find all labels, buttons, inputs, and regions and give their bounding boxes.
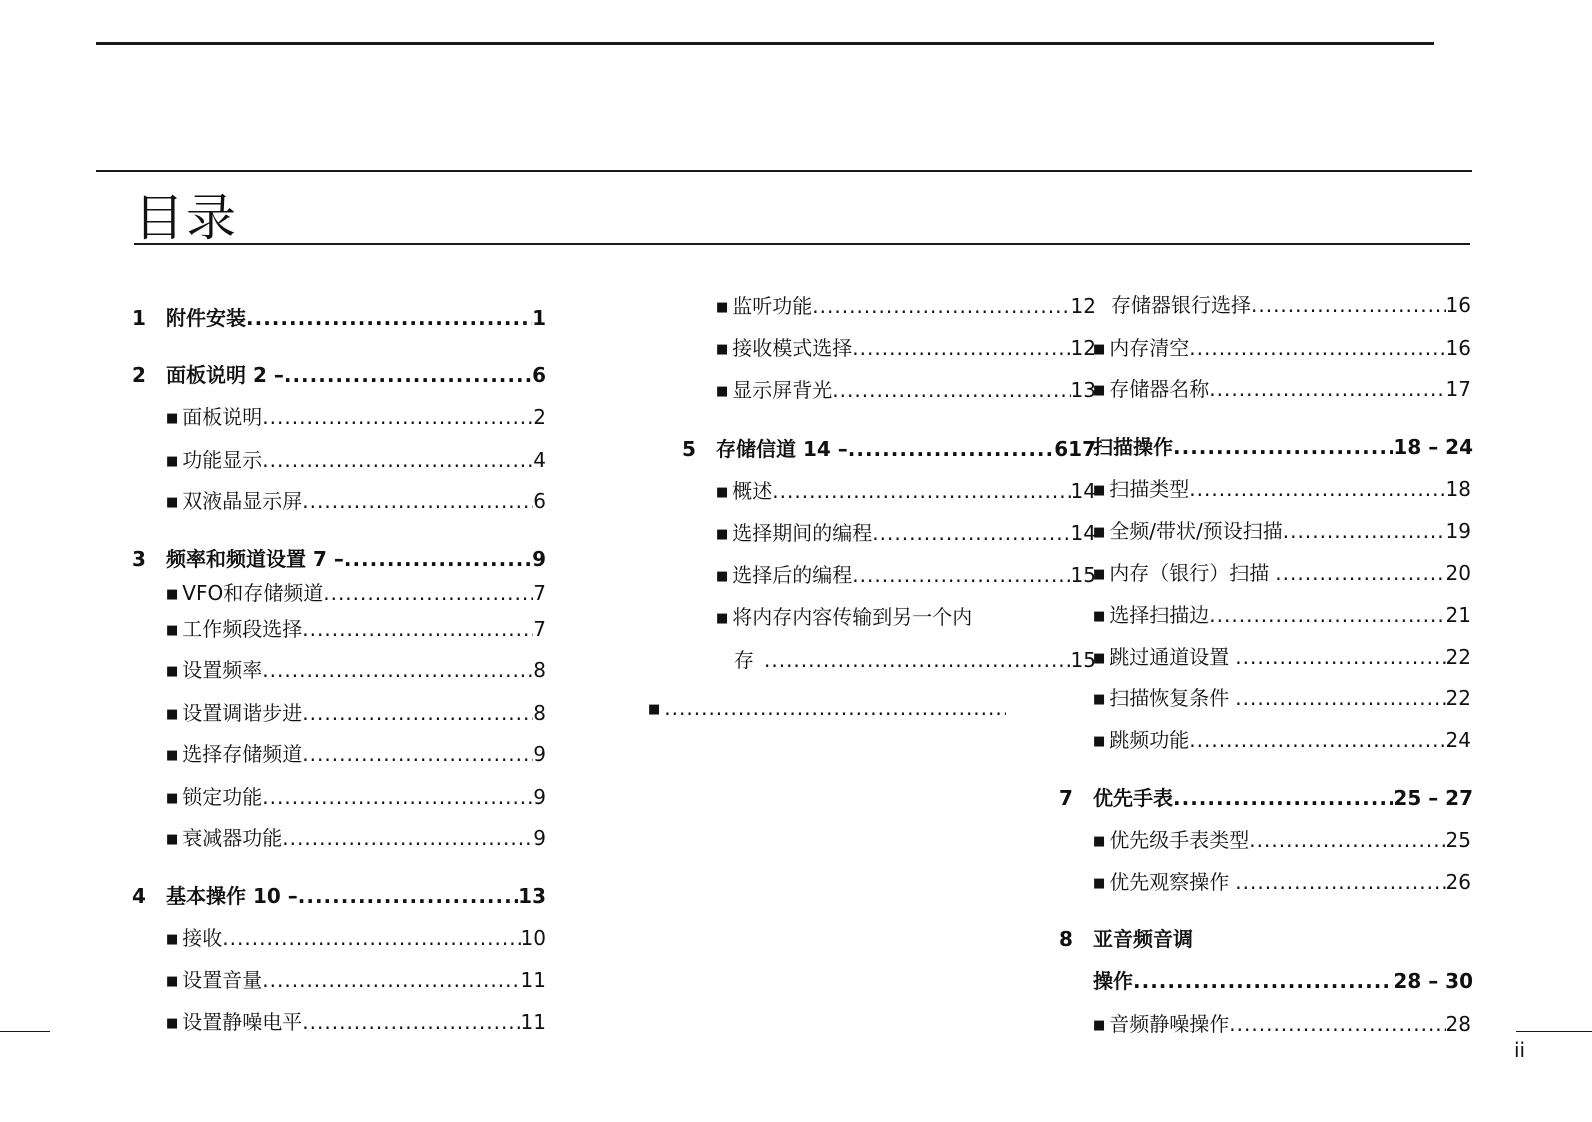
section-title: 优先手表 bbox=[1093, 786, 1173, 810]
toc-item[interactable] bbox=[166, 966, 546, 994]
bullet-icon: ■ bbox=[1093, 734, 1106, 749]
page-ref: 25 bbox=[1445, 828, 1471, 852]
toc-item[interactable] bbox=[166, 403, 546, 431]
item-title: 存 bbox=[734, 648, 754, 672]
item-title: 全频/带状/预设扫描 bbox=[1109, 519, 1283, 543]
toc-section-8-continuation[interactable] bbox=[1093, 967, 1473, 995]
leader-dots bbox=[323, 579, 533, 607]
toc-item-continuation[interactable] bbox=[716, 646, 1096, 674]
leader-dots bbox=[1229, 868, 1445, 896]
item-title: 显示屏背光 bbox=[732, 378, 833, 402]
bullet-icon: ■ bbox=[166, 623, 179, 638]
section-number: 4 bbox=[132, 884, 146, 908]
bullet-icon: ■ bbox=[1093, 609, 1106, 624]
item-title: 设置频率 bbox=[182, 658, 263, 682]
leader-dots bbox=[852, 561, 1070, 589]
bullet-icon: ■ bbox=[1093, 525, 1106, 540]
leader-dots bbox=[302, 487, 533, 515]
leader-dots bbox=[1133, 967, 1393, 995]
item-title: 内存（银行）扫描 bbox=[1109, 561, 1270, 585]
section-title: 面板说明 2 – bbox=[166, 363, 284, 387]
toc-section-2[interactable] bbox=[132, 361, 546, 389]
bullet-icon: ■ bbox=[1093, 834, 1106, 849]
toc-item[interactable] bbox=[1093, 1010, 1471, 1038]
leader-dots bbox=[302, 740, 533, 768]
bullet-icon: ■ bbox=[166, 1016, 179, 1031]
bullet-icon: ■ bbox=[166, 454, 179, 469]
toc-section-8[interactable] bbox=[1059, 925, 1473, 953]
bullet-icon: ■ bbox=[716, 569, 729, 584]
bullet-icon: ■ bbox=[716, 300, 729, 315]
leader-dots bbox=[1229, 643, 1445, 671]
toc-item[interactable] bbox=[1111, 291, 1471, 319]
leader-dots bbox=[302, 615, 533, 643]
bullet-icon: ■ bbox=[166, 832, 179, 847]
bullet-icon: ■ bbox=[166, 791, 179, 806]
page-ref: 21 bbox=[1445, 603, 1471, 627]
page-ref: 10 bbox=[520, 926, 546, 950]
toc-section-3[interactable] bbox=[132, 545, 546, 573]
bullet-icon: ■ bbox=[1093, 483, 1106, 498]
page-ref: 16 bbox=[1445, 336, 1471, 360]
leader-dots bbox=[1209, 375, 1445, 403]
page-ref: 13 bbox=[1070, 378, 1096, 402]
toc-item[interactable] bbox=[166, 487, 546, 515]
section-title: 附件安装 bbox=[166, 306, 246, 330]
page-ref: 28 – 30 bbox=[1393, 969, 1473, 993]
leader-dots bbox=[848, 435, 1054, 463]
toc-section-4[interactable] bbox=[132, 882, 546, 910]
toc-item[interactable] bbox=[166, 783, 546, 811]
item-title: 音频静噪操作 bbox=[1109, 1012, 1230, 1036]
item-title: 选择存储频道 bbox=[182, 742, 303, 766]
page-ref: 17 bbox=[1445, 377, 1471, 401]
bullet-icon: ■ bbox=[1093, 651, 1106, 666]
toc-item[interactable] bbox=[1093, 375, 1471, 403]
leader-dots bbox=[1229, 1010, 1445, 1038]
toc-item[interactable] bbox=[166, 924, 546, 952]
item-title: 存储器名称 bbox=[1109, 377, 1210, 401]
page-ref: 9 bbox=[533, 785, 546, 809]
page-ref: 25 – 27 bbox=[1393, 786, 1473, 810]
item-title: 选择期间的编程 bbox=[732, 521, 873, 545]
toc-orphan-leader bbox=[648, 694, 1006, 722]
item-title: 内存清空 bbox=[1109, 336, 1190, 360]
leader-dots bbox=[262, 446, 533, 474]
leader-dots bbox=[1173, 433, 1393, 461]
item-title: 面板说明 bbox=[182, 405, 263, 429]
footer-rule-left bbox=[0, 1031, 50, 1032]
item-title: 双液晶显示屏 bbox=[182, 489, 303, 513]
top-rule bbox=[96, 42, 1434, 45]
page-ref: 12 bbox=[1070, 336, 1096, 360]
leader-dots bbox=[1251, 291, 1446, 319]
section-number: 3 bbox=[132, 547, 146, 571]
section-number: 5 bbox=[682, 437, 696, 461]
leader-dots bbox=[812, 292, 1070, 320]
item-title: 设置调谐步进 bbox=[182, 701, 303, 725]
toc-item[interactable] bbox=[1093, 643, 1471, 671]
toc-item[interactable] bbox=[1093, 868, 1471, 896]
item-title: 选择后的编程 bbox=[732, 563, 853, 587]
leader-dots bbox=[1283, 517, 1446, 545]
page-ref: 11 bbox=[520, 1010, 546, 1034]
page-ref: 18 – 24 bbox=[1393, 435, 1473, 459]
bullet-icon: ■ bbox=[166, 748, 179, 763]
item-title: 接收模式选择 bbox=[732, 336, 853, 360]
section-title: 基本操作 10 – bbox=[166, 884, 298, 908]
page-ref: 8 bbox=[533, 658, 546, 682]
toc-section-1[interactable] bbox=[132, 304, 546, 332]
leader-dots bbox=[282, 824, 533, 852]
bullet-icon: ■ bbox=[1093, 567, 1106, 582]
page-ref: 8 bbox=[533, 701, 546, 725]
leader-dots bbox=[262, 403, 533, 431]
item-title: 设置音量 bbox=[182, 968, 263, 992]
item-title: 存储器银行选择 bbox=[1111, 293, 1251, 317]
footer-rule-right bbox=[1516, 1031, 1592, 1032]
page-ref: 1 bbox=[532, 306, 546, 330]
page-ref: 2 bbox=[533, 405, 546, 429]
header-rule bbox=[96, 170, 1472, 172]
page-title: 目录 bbox=[134, 189, 238, 247]
leader-dots bbox=[1173, 784, 1393, 812]
bullet-icon: ■ bbox=[716, 384, 729, 399]
page-ref: 14 bbox=[1070, 479, 1096, 503]
leader-dots bbox=[298, 882, 518, 910]
bullet-icon: ■ bbox=[1093, 692, 1106, 707]
leader-dots bbox=[772, 477, 1070, 505]
page-ref: 6 bbox=[533, 489, 546, 513]
toc-item[interactable] bbox=[166, 615, 546, 643]
item-title: 功能显示 bbox=[182, 448, 263, 472]
toc-item[interactable] bbox=[716, 519, 1096, 547]
toc-item[interactable] bbox=[166, 579, 546, 607]
item-title: VFO和存储频道 bbox=[182, 581, 324, 605]
page-ref: 20 bbox=[1445, 561, 1471, 585]
page-ref: 22 bbox=[1445, 645, 1471, 669]
item-title: 跳过通道设置 bbox=[1109, 645, 1230, 669]
section-number: 2 bbox=[132, 363, 146, 387]
bullet-icon: ■ bbox=[166, 664, 179, 679]
page-ref: 11 bbox=[520, 968, 546, 992]
toc-item[interactable] bbox=[1093, 475, 1471, 503]
bullet-icon: ■ bbox=[1093, 876, 1106, 891]
page-ref: 15 bbox=[1070, 648, 1096, 672]
page-ref: 18 bbox=[1445, 477, 1471, 501]
item-title: 概述 bbox=[732, 479, 773, 503]
toc-item[interactable] bbox=[716, 477, 1096, 505]
bullet-icon: ■ bbox=[166, 587, 179, 602]
section-number: 8 bbox=[1059, 927, 1073, 951]
leader-dots bbox=[344, 545, 532, 573]
page-ref: 12 bbox=[1070, 294, 1096, 318]
item-title: 优先观察操作 bbox=[1109, 870, 1230, 894]
item-title: 扫描类型 bbox=[1109, 477, 1190, 501]
toc-item[interactable] bbox=[1093, 826, 1471, 854]
page-ref: 14 bbox=[1070, 521, 1096, 545]
page-ref: 7 bbox=[533, 617, 546, 641]
leader-dots bbox=[872, 519, 1070, 547]
toc-item[interactable] bbox=[1093, 517, 1471, 545]
item-title: 工作频段选择 bbox=[182, 617, 303, 641]
toc-item[interactable] bbox=[166, 699, 546, 727]
page-ref: 13 bbox=[518, 884, 546, 908]
page-ref: 15 bbox=[1070, 563, 1096, 587]
leader-dots bbox=[754, 646, 1071, 674]
page-ref: 617 bbox=[1054, 437, 1096, 461]
toc-item[interactable] bbox=[1093, 684, 1471, 712]
section-number: 7 bbox=[1059, 786, 1073, 810]
section-title: 亚音频音调 bbox=[1093, 927, 1193, 951]
page-ref: 4 bbox=[533, 448, 546, 472]
bullet-icon: ■ bbox=[716, 342, 729, 357]
item-title: 选择扫描边 bbox=[1109, 603, 1210, 627]
bullet-icon: ■ bbox=[1093, 1018, 1106, 1033]
toc-item[interactable] bbox=[1093, 559, 1471, 587]
page-ref: 9 bbox=[533, 742, 546, 766]
title-underline bbox=[134, 243, 1470, 245]
toc-item[interactable] bbox=[716, 292, 1096, 320]
section-title: 扫描操作 bbox=[1093, 435, 1173, 459]
item-title: 衰减器功能 bbox=[182, 826, 283, 850]
section-number: 1 bbox=[132, 306, 146, 330]
page-ref: 28 bbox=[1445, 1012, 1471, 1036]
toc-item[interactable] bbox=[166, 824, 546, 852]
toc-item[interactable] bbox=[716, 334, 1096, 362]
leader-dots bbox=[1229, 684, 1445, 712]
bullet-icon: ■ bbox=[716, 527, 729, 542]
page-ref: 19 bbox=[1445, 519, 1471, 543]
leader-dots bbox=[262, 656, 533, 684]
leader-dots bbox=[284, 361, 532, 389]
leader-dots bbox=[302, 1008, 520, 1036]
bullet-icon: ■ bbox=[166, 495, 179, 510]
bullet-icon: ■ bbox=[648, 702, 661, 717]
page-ref: 7 bbox=[533, 581, 546, 605]
leader-dots bbox=[302, 699, 533, 727]
bullet-icon: ■ bbox=[166, 974, 179, 989]
leader-dots bbox=[1189, 475, 1445, 503]
leader-dots bbox=[1269, 559, 1445, 587]
page-number: ii bbox=[1514, 1038, 1526, 1062]
item-title: 跳频功能 bbox=[1109, 728, 1190, 752]
toc-item[interactable] bbox=[1093, 726, 1471, 754]
page-ref: 16 bbox=[1445, 293, 1471, 317]
item-title: 接收 bbox=[182, 926, 223, 950]
toc-item[interactable] bbox=[716, 561, 1096, 589]
item-title: 设置静噪电平 bbox=[182, 1010, 303, 1034]
leader-dots bbox=[664, 694, 1006, 722]
toc-section-7[interactable] bbox=[1059, 784, 1473, 812]
leader-dots bbox=[1249, 826, 1445, 854]
leader-dots bbox=[1189, 334, 1445, 362]
toc-section-6[interactable] bbox=[1093, 433, 1473, 461]
bullet-icon: ■ bbox=[1093, 383, 1106, 398]
item-title: 监听功能 bbox=[732, 294, 813, 318]
item-title: 锁定功能 bbox=[182, 785, 263, 809]
leader-dots bbox=[832, 376, 1070, 404]
page-ref: 22 bbox=[1445, 686, 1471, 710]
page-ref: 26 bbox=[1445, 870, 1471, 894]
bullet-icon: ■ bbox=[716, 611, 729, 626]
toc-item[interactable] bbox=[166, 656, 546, 684]
bullet-icon: ■ bbox=[166, 932, 179, 947]
leader-dots bbox=[246, 304, 532, 332]
toc-item[interactable] bbox=[166, 1008, 546, 1036]
page-ref: 6 bbox=[532, 363, 546, 387]
toc-item[interactable] bbox=[166, 446, 546, 474]
toc-item[interactable] bbox=[1093, 334, 1471, 362]
item-title: 将内存内容传输到另一个内 bbox=[732, 605, 973, 629]
leader-dots bbox=[222, 924, 520, 952]
page-ref: 9 bbox=[532, 547, 546, 571]
leader-dots bbox=[262, 783, 533, 811]
section-title: 存储信道 14 – bbox=[716, 437, 848, 461]
leader-dots bbox=[262, 966, 520, 994]
leader-dots bbox=[1209, 601, 1445, 629]
page-ref: 24 bbox=[1445, 728, 1471, 752]
toc-section-5[interactable] bbox=[682, 435, 1096, 463]
section-title: 频率和频道设置 7 – bbox=[166, 547, 344, 571]
bullet-icon: ■ bbox=[1093, 342, 1106, 357]
toc-item[interactable] bbox=[716, 376, 1096, 404]
toc-item[interactable] bbox=[166, 740, 546, 768]
item-title: 优先级手表类型 bbox=[1109, 828, 1250, 852]
leader-dots bbox=[1189, 726, 1445, 754]
leader-dots bbox=[852, 334, 1070, 362]
section-title-continued: 操作 bbox=[1093, 969, 1133, 993]
item-title: 扫描恢复条件 bbox=[1109, 686, 1230, 710]
bullet-icon: ■ bbox=[716, 485, 729, 500]
bullet-icon: ■ bbox=[166, 707, 179, 722]
toc-item[interactable] bbox=[716, 603, 1096, 631]
toc-item[interactable] bbox=[1093, 601, 1471, 629]
bullet-icon: ■ bbox=[166, 411, 179, 426]
page-ref: 9 bbox=[533, 826, 546, 850]
